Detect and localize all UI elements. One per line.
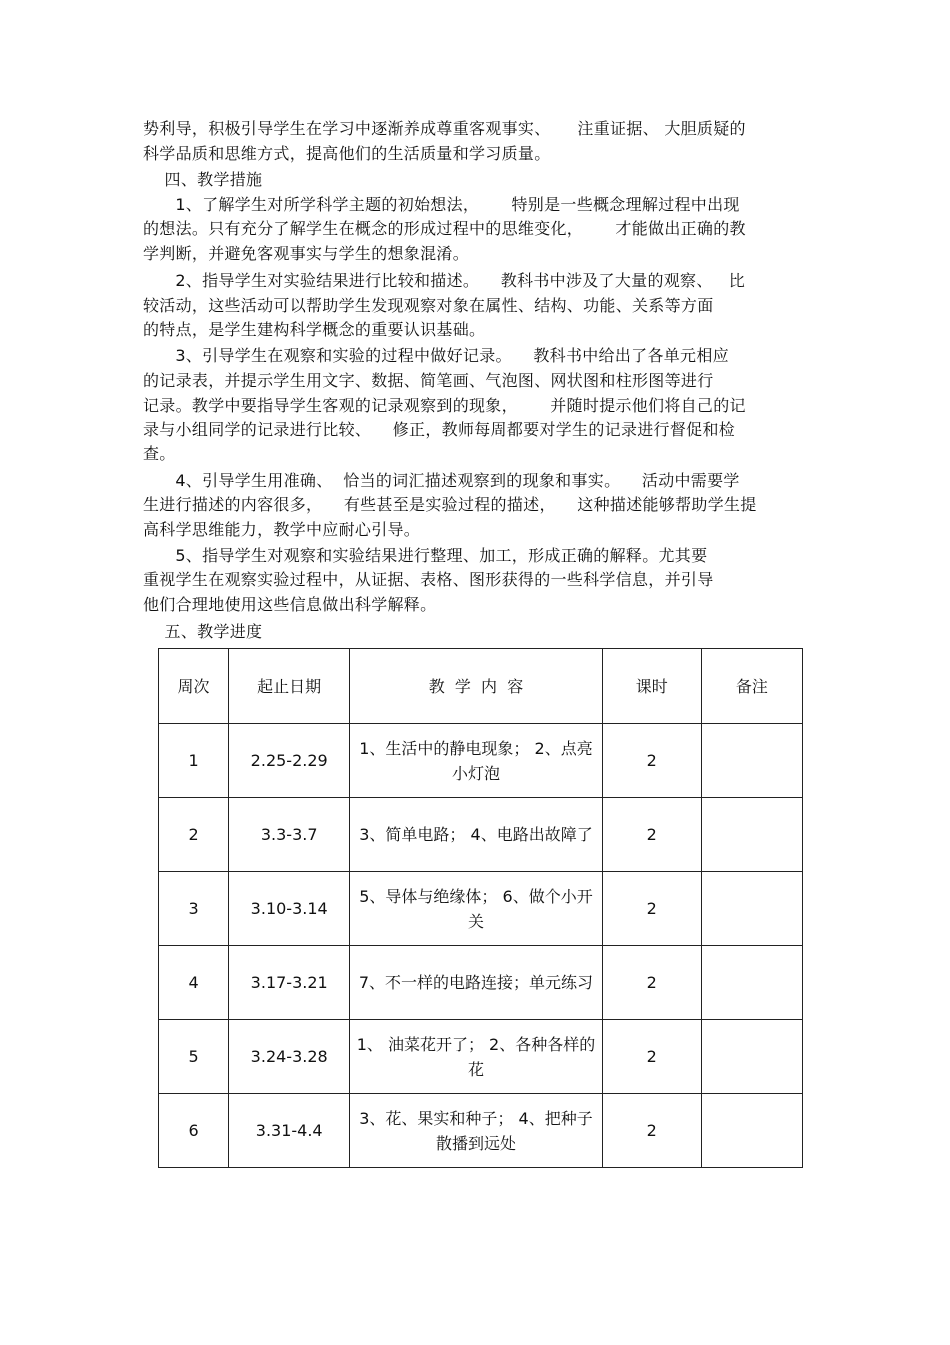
cell-week: 5 xyxy=(159,1020,229,1094)
cell-hours: 2 xyxy=(602,946,701,1020)
paragraph-line: 5、指导学生对观察和实验结果进行整理、加工，形成正确的解释。尤其要 xyxy=(143,546,708,565)
section-heading-schedule: 五、教学进度 xyxy=(143,622,263,641)
cell-content: 3、花、果实和种子； 4、把种子散播到远处 xyxy=(350,1094,602,1168)
table-row xyxy=(159,946,803,1020)
cell-content: 7、不一样的电路连接；单元练习 xyxy=(350,946,602,1020)
cell-content: 1、生活中的静电现象； 2、点亮小灯泡 xyxy=(350,724,602,798)
paragraph-line: 的记录表，并提示学生用文字、数据、简笔画、气泡图、网状图和柱形图等进行 xyxy=(143,371,714,390)
paragraph-line: 的特点，是学生建构科学概念的重要认识基础。 xyxy=(143,320,486,339)
cell-dates: 3.3-3.7 xyxy=(229,798,350,872)
header-note: 备注 xyxy=(701,649,802,724)
cell-dates: 3.10-3.14 xyxy=(229,872,350,946)
cell-content: 5、导体与绝缘体； 6、做个小开关 xyxy=(350,872,602,946)
paragraph-line: 1、了解学生对所学科学主题的初始想法， 特别是一些概念理解过程中出现 xyxy=(143,195,740,214)
cell-note xyxy=(701,946,802,1020)
cell-week: 1 xyxy=(159,724,229,798)
cell-note xyxy=(701,872,802,946)
paragraph-line: 他们合理地使用这些信息做出科学解释。 xyxy=(143,595,437,614)
paragraph-line: 查。 xyxy=(143,444,176,463)
cell-dates: 3.31-4.4 xyxy=(229,1094,350,1168)
schedule-table xyxy=(158,648,803,1168)
cell-hours: 2 xyxy=(602,798,701,872)
table-row xyxy=(159,1094,803,1168)
paragraph-line: 重视学生在观察实验过程中，从证据、表格、图形获得的一些科学信息，并引导 xyxy=(143,570,714,589)
paragraph-line: 2、指导学生对实验结果进行比较和描述。 教科书中涉及了大量的观察、 比 xyxy=(143,271,746,290)
paragraph-line: 3、引导学生在观察和实验的过程中做好记录。 教科书中给出了各单元相应 xyxy=(143,346,729,365)
header-content: 教 学 内 容 xyxy=(350,649,602,724)
paragraph-line: 学判断，并避免客观事实与学生的想象混淆。 xyxy=(143,244,470,263)
cell-hours: 2 xyxy=(602,724,701,798)
paragraph-line: 4、引导学生用准确、 恰当的词汇描述观察到的现象和事实。 活动中需要学 xyxy=(143,471,740,490)
header-dates: 起止日期 xyxy=(229,649,350,724)
cell-note xyxy=(701,798,802,872)
cell-hours: 2 xyxy=(602,1020,701,1094)
paragraph-line: 生进行描述的内容很多， 有些甚至是实验过程的描述， 这种描述能够帮助学生提 xyxy=(143,495,757,514)
cell-dates: 3.17-3.21 xyxy=(229,946,350,1020)
cell-note xyxy=(701,724,802,798)
paragraph-line: 科学品质和思维方式，提高他们的生活质量和学习质量。 xyxy=(143,144,551,163)
cell-hours: 2 xyxy=(602,1094,701,1168)
cell-dates: 3.24-3.28 xyxy=(229,1020,350,1094)
header-week: 周次 xyxy=(159,649,229,724)
table-row xyxy=(159,1020,803,1094)
cell-note xyxy=(701,1020,802,1094)
paragraph-line: 的想法。只有充分了解学生在概念的形成过程中的思维变化， 才能做出正确的教 xyxy=(143,219,746,238)
table-row xyxy=(159,798,803,872)
section-heading-measures: 四、教学措施 xyxy=(143,170,263,189)
cell-week: 2 xyxy=(159,798,229,872)
paragraph-line: 记录。教学中要指导学生客观的记录观察到的现象， 并随时提示他们将自己的记 xyxy=(143,396,746,415)
cell-week: 6 xyxy=(159,1094,229,1168)
cell-dates: 2.25-2.29 xyxy=(229,724,350,798)
paragraph-line: 高科学思维能力，教学中应耐心引导。 xyxy=(143,520,421,539)
header-hours: 课时 xyxy=(602,649,701,724)
cell-week: 4 xyxy=(159,946,229,1020)
table-row xyxy=(159,872,803,946)
cell-content: 3、简单电路； 4、电路出故障了 xyxy=(350,798,602,872)
paragraph-line: 势利导，积极引导学生在学习中逐渐养成尊重客观事实、 注重证据、 大胆质疑的 xyxy=(143,119,746,138)
paragraph-line: 较活动，这些活动可以帮助学生发现观察对象在属性、结构、功能、关系等方面 xyxy=(143,296,714,315)
table-header-row xyxy=(159,649,803,724)
cell-note xyxy=(701,1094,802,1168)
cell-content: 1、 油菜花开了； 2、各种各样的花 xyxy=(350,1020,602,1094)
table-row xyxy=(159,724,803,798)
cell-hours: 2 xyxy=(602,872,701,946)
paragraph-line: 录与小组同学的记录进行比较、 修正，教师每周都要对学生的记录进行督促和检 xyxy=(143,420,736,439)
cell-week: 3 xyxy=(159,872,229,946)
